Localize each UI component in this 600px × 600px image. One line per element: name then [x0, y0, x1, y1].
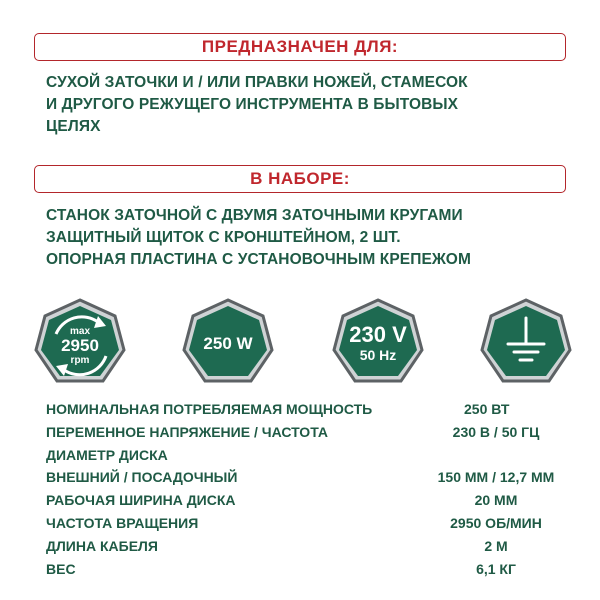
spec-row: [46, 444, 566, 467]
purpose-line: ЦЕЛЯХ: [46, 118, 101, 135]
spec-value: 150 ММ / 12,7 ММ: [437, 469, 555, 486]
rpm-value: 2950: [61, 336, 99, 355]
spec-label: НОМИНАЛЬНАЯ ПОТРЕБЛЯЕМАЯ МОЩНОСТЬ: [46, 401, 373, 417]
rpm-badge: [32, 298, 128, 394]
kit-line: СТАНОК ЗАТОЧНОЙ С ДВУМЯ ЗАТОЧНЫМИ КРУГАМИ: [46, 207, 463, 224]
spec-row: [46, 421, 566, 444]
kit-line: ЗАЩИТНЫЙ ЩИТОК С КРОНШТЕЙНОМ, 2 ШТ.: [46, 229, 401, 246]
spec-label: ВНЕШНИЙ / ПОСАДОЧНЫЙ: [46, 469, 238, 486]
spec-label: ВЕС: [46, 560, 76, 577]
spec-row: [46, 398, 566, 421]
power-value: 250 W: [203, 334, 253, 353]
spec-label: ДИАМЕТР ДИСКА: [46, 446, 168, 463]
voltage-badge: [330, 298, 426, 394]
kit-line: ОПОРНАЯ ПЛАСТИНА С УСТАНОВОЧНЫМ КРЕПЕЖОМ: [46, 251, 471, 268]
ground-badge: [478, 298, 574, 394]
spec-label: ПЕРЕМЕННОЕ НАПРЯЖЕНИЕ / ЧАСТОТА: [46, 423, 328, 440]
spec-row: [46, 466, 566, 489]
specs-table: [46, 398, 566, 580]
spec-value: 20 ММ: [474, 492, 518, 509]
purpose-header-text: ПРЕДНАЗНАЧЕН ДЛЯ:: [201, 37, 399, 56]
rpm-unit: rpm: [70, 355, 90, 366]
kit-text: [46, 205, 576, 271]
spec-row: [46, 535, 566, 558]
spec-value: 2950 ОБ/МИН: [450, 514, 542, 531]
purpose-header: [34, 33, 566, 61]
purpose-line: СУХОЙ ЗАТОЧКИ И / ИЛИ ПРАВКИ НОЖЕЙ, СТАМЕСОК: [46, 74, 468, 91]
spec-value: 6,1 КГ: [476, 560, 516, 577]
spec-value: 250 ВТ: [464, 401, 510, 417]
spec-label: ДЛИНА КАБЕЛЯ: [46, 537, 158, 554]
power-badge: [180, 298, 276, 394]
spec-row: [46, 489, 566, 512]
spec-label: ЧАСТОТА ВРАЩЕНИЯ: [46, 514, 199, 531]
rpm-max-label: max: [69, 326, 91, 337]
spec-value: 2 М: [484, 537, 508, 554]
purpose-line: И ДРУГОГО РЕЖУЩЕГО ИНСТРУМЕНТА В БЫТОВЫХ: [46, 96, 459, 113]
spec-row: [46, 512, 566, 535]
spec-row: [46, 558, 566, 581]
kit-header-text: В НАБОРЕ:: [250, 169, 350, 188]
kit-header: [34, 165, 566, 193]
spec-value: 230 В / 50 ГЦ: [452, 423, 540, 440]
voltage-value: 230 V: [349, 322, 407, 347]
purpose-text: [46, 72, 576, 138]
frequency-value: 50 Hz: [359, 347, 397, 363]
spec-label: РАБОЧАЯ ШИРИНА ДИСКА: [46, 492, 236, 509]
